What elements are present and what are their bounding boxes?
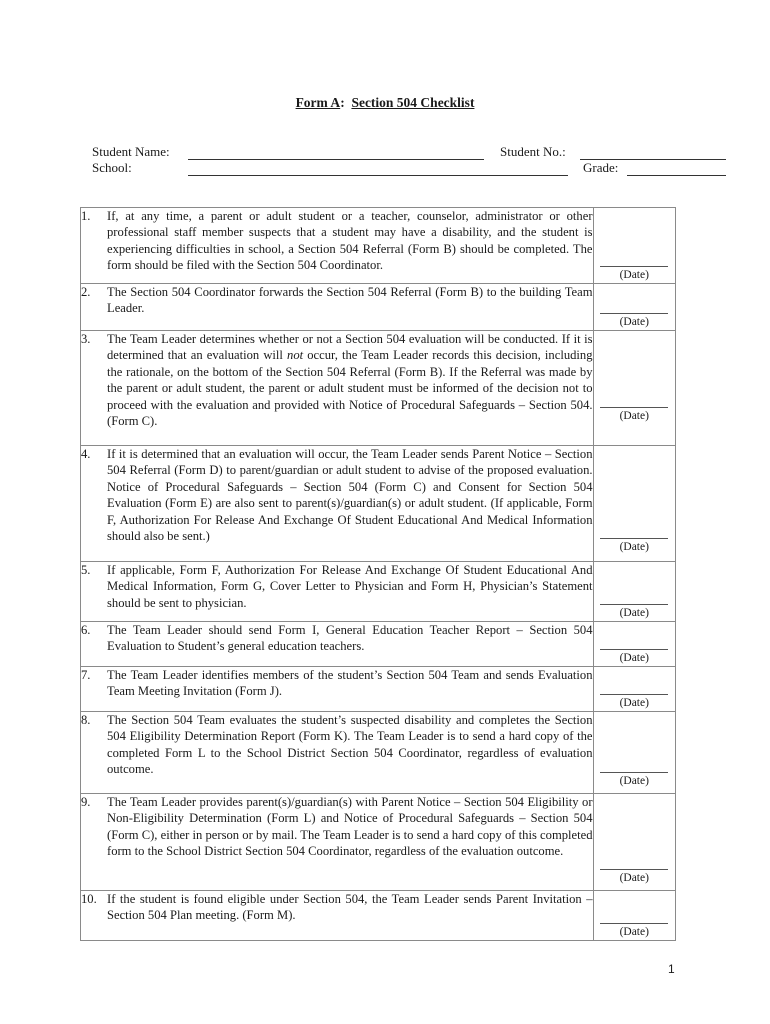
date-label: (Date) [619, 269, 649, 281]
date-cell[interactable] [593, 331, 675, 446]
table-row [81, 712, 676, 794]
grade-label: Grade: [583, 160, 619, 175]
step-number: 9. [81, 795, 91, 809]
step-cell [81, 208, 594, 284]
date-label: (Date) [619, 872, 649, 884]
school-label: School: [92, 160, 132, 175]
date-line [600, 694, 668, 695]
step-cell [81, 891, 594, 941]
step-number: 3. [81, 332, 91, 346]
step-cell [81, 622, 594, 667]
checklist-table [80, 207, 676, 941]
date-cell[interactable] [593, 891, 675, 941]
table-row [81, 891, 676, 941]
date-cell[interactable] [593, 794, 675, 891]
step-cell [81, 446, 594, 562]
date-line [600, 407, 668, 408]
student-no-label: Student No.: [500, 144, 566, 159]
date-label: (Date) [619, 697, 649, 709]
date-line [600, 649, 668, 650]
grade-field[interactable] [627, 175, 726, 176]
step-text: If, at any time, a parent or adult student or a teacher, counselor, administrator or other professional staff member suspects that a student may have a disability, and the student is experiencing difficulties in school, a Section 504 Referral (Form B) should be completed. The form should be filed with the Section 504 Coordinator. [107, 209, 593, 273]
step-cell [81, 331, 594, 446]
step-cell [81, 284, 594, 331]
table-row [81, 667, 676, 712]
date-line [600, 772, 668, 773]
page-number: 1 [668, 962, 675, 976]
step-number: 7. [81, 668, 91, 682]
step-text-part: The Team Leader determines whether or not a Section 504 evaluation will be conducted. If it is determined that an evaluation will [107, 332, 593, 363]
student-name-label: Student Name: [92, 144, 170, 159]
step-text: If it is determined that an evaluation will occur, the Team Leader sends Parent Notice – Section 504 Referral (Form D) to parent/guardian or adult student to advise of the proposed evaluation. Notice of Procedural Safeguards – Section 504 (Form C) and Consent for Section 504 Evaluation (Form E) are also sent to parent(s)/guardian(s) or adult student. (If applicable, Form F, Authorization For Release And Exchange Of Student Educational And Medical Information should also be sent.) [107, 447, 593, 544]
date-label: (Date) [619, 541, 649, 553]
step-number: 4. [81, 447, 91, 461]
date-cell[interactable] [593, 562, 675, 622]
step-cell [81, 712, 594, 794]
date-cell[interactable] [593, 284, 675, 331]
date-cell[interactable] [593, 446, 675, 562]
step-text: The Team Leader identifies members of the student’s Section 504 Team and sends Evaluation Team Meeting Invitation (Form J). [107, 668, 593, 699]
step-cell [81, 562, 594, 622]
step-text: The Section 504 Team evaluates the student’s suspected disability and completes the Section 504 Eligibility Determination Report (Form K). The Team Leader is to send a hard copy of the completed Form L to the School District Section 504 Coordinator, regardless of evaluation outcome. [107, 713, 593, 777]
form-label: Form A [295, 95, 341, 110]
date-label: (Date) [619, 607, 649, 619]
step-number: 2. [81, 285, 91, 299]
date-line [600, 538, 668, 539]
step-number: 10. [81, 892, 97, 906]
step-text: The Team Leader should send Form I, General Education Teacher Report – Section 504 Evaluation to Student’s general education teachers. [107, 623, 593, 654]
date-label: (Date) [619, 316, 649, 328]
table-row [81, 331, 676, 446]
date-label: (Date) [619, 652, 649, 664]
step-number: 5. [81, 563, 91, 577]
date-line [600, 604, 668, 605]
date-label: (Date) [619, 926, 649, 938]
step-text-emphasis: not [287, 348, 304, 363]
date-line [600, 869, 668, 870]
table-row [81, 446, 676, 562]
step-number: 6. [81, 623, 91, 637]
step-number: 8. [81, 713, 91, 727]
school-field[interactable] [188, 175, 568, 176]
form-title [0, 95, 770, 111]
date-line [600, 313, 668, 314]
table-row [81, 284, 676, 331]
form-name: Section 504 Checklist [351, 95, 475, 110]
step-cell [81, 667, 594, 712]
step-text: The Team Leader provides parent(s)/guardian(s) with Parent Notice – Section 504 Eligibility or Non-Eligibility Determination (Form L) and Notice of Procedural Safeguards – Section 504 (Form C), either in person or by mail. The Team Leader is to send a hard copy of this completed form to the School District Section 504 Coordinator, regardless of the evaluation outcome. [107, 795, 593, 859]
date-label: (Date) [619, 410, 649, 422]
title-colon: : [340, 95, 345, 110]
date-label: (Date) [619, 775, 649, 787]
student-name-field[interactable] [188, 159, 484, 160]
step-text: If the student is found eligible under Section 504, the Team Leader sends Parent Invitation – Section 504 Plan meeting. (Form M). [107, 892, 593, 923]
step-text: If applicable, Form F, Authorization For Release And Exchange Of Student Educational And Medical Information, Form G, Cover Letter to Physician and Form H, Physician’s Statement should be sent to physician. [107, 563, 593, 610]
step-text-part: occur, the Team Leader records this decision, including the rationale, on the bottom of the Section 504 Referral (Form B). If the Referral was made by the parent or adult student, the parent or adult student must be informed of the decision not to proceed with the evaluation and provided with Notice of Procedural Safeguards – Section 504. (Form C). [107, 348, 593, 429]
table-row [81, 562, 676, 622]
table-row [81, 208, 676, 284]
date-cell[interactable] [593, 622, 675, 667]
step-text [107, 331, 593, 429]
step-cell [81, 794, 594, 891]
step-number: 1. [81, 209, 91, 223]
step-text: The Section 504 Coordinator forwards the Section 504 Referral (Form B) to the building Team Leader. [107, 285, 593, 316]
table-row [81, 794, 676, 891]
table-row [81, 622, 676, 667]
date-line [600, 266, 668, 267]
date-line [600, 923, 668, 924]
date-cell[interactable] [593, 208, 675, 284]
date-cell[interactable] [593, 712, 675, 794]
date-cell[interactable] [593, 667, 675, 712]
